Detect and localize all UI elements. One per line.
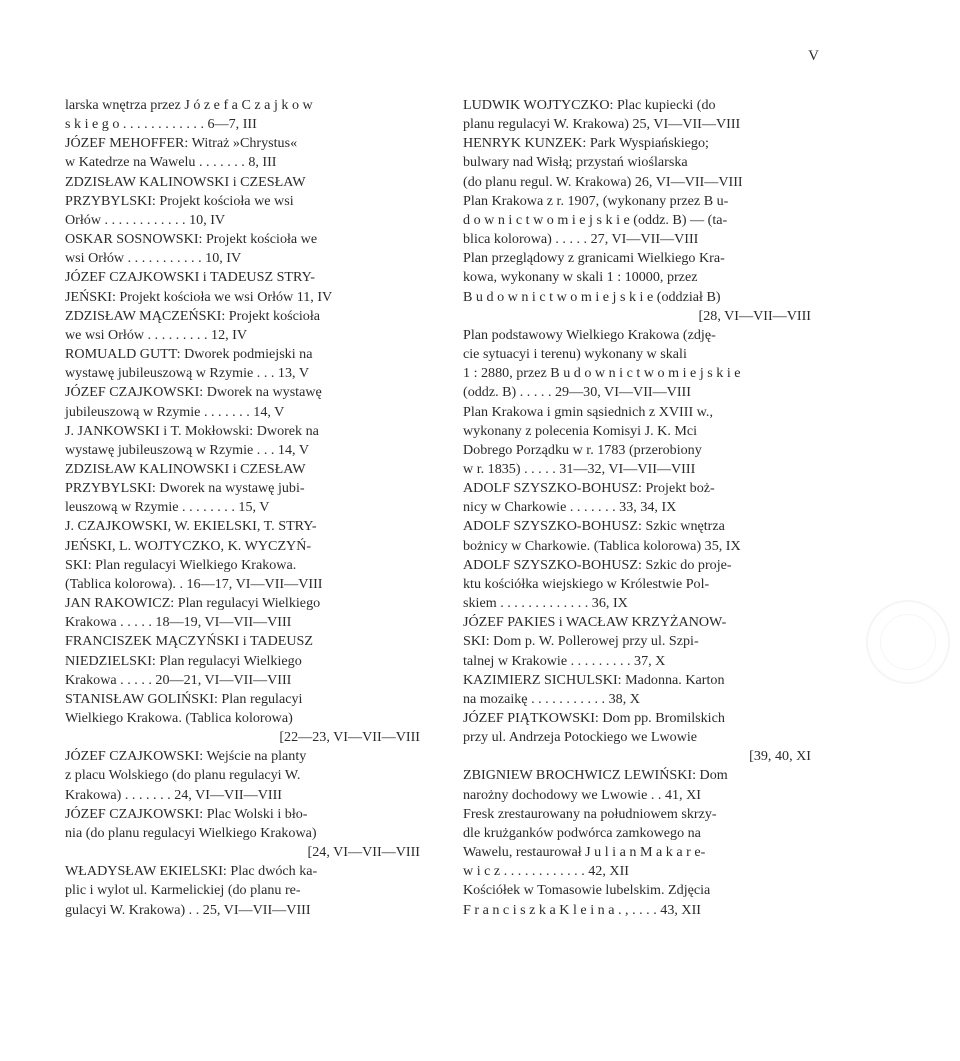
entry-line: Krakowa . . . . . 18—19, VI—VII—VIII (65, 614, 292, 631)
entry-line: FRANCISZEK MĄCZYŃSKI i TADEUSZ (65, 633, 314, 650)
entry-line: JÓZEF CZAJKOWSKI: Plac Wolski i bło- (65, 805, 308, 822)
entry-line: Kościółek w Tomasowie lubelskim. Zdjęcia (463, 882, 711, 899)
index-entry (65, 230, 420, 268)
right-column (463, 96, 811, 920)
entry-line: wystawę jubileuszową w Rzymie . . . 13, V (65, 365, 309, 382)
entry-line: Plan Krakowa z r. 1907, (wykonany przez B u- (463, 192, 729, 209)
entry-line: LUDWIK WOJTYCZKO: Plac kupiecki (do (463, 97, 716, 113)
entry-line: nicy w Charkowie . . . . . . . 33, 34, IX (463, 499, 677, 516)
entry-line: ZDZISŁAW MĄCZEŃSKI: Projekt kościoła (65, 307, 321, 324)
entry-line: Wielkiego Krakowa. (Tablica kolorowa) (65, 710, 293, 726)
entry-line: jubileuszową w Rzymie . . . . . . . 14, V (65, 403, 285, 420)
index-entry (463, 805, 811, 882)
entry-line: Krakowa . . . . . 20—21, VI—VII—VIII (65, 671, 292, 688)
entry-line: [39, 40, XI (749, 748, 811, 765)
index-entry (65, 345, 420, 383)
entry-line: w r. 1835) . . . . . 31—32, VI—VII—VIII (463, 460, 696, 477)
entry-line: nia (do planu regulacyi Wielkiego Krakowa) (65, 824, 317, 841)
index-entry (65, 690, 420, 747)
index-entry (463, 96, 811, 134)
entry-line: w i c z . . . . . . . . . . . . 42, XII (463, 863, 629, 880)
entry-line: talnej w Krakowie . . . . . . . . . 37, X (463, 652, 666, 669)
index-entry (65, 805, 420, 862)
index-entry (463, 881, 811, 919)
index-entry (65, 460, 420, 517)
index-entry (463, 249, 811, 326)
entry-line: wsi Orłów . . . . . . . . . . . 10, IV (65, 250, 242, 267)
entry-line: HENRYK KUNZEK: Park Wyspiańskiego; (463, 135, 709, 152)
entry-line: na mozaikę . . . . . . . . . . . 38, X (463, 690, 640, 707)
entry-line: cie sytuacyi i terenu) wykonany w skali (463, 346, 687, 363)
entry-line: s k i e g o . . . . . . . . . . . . 6—7, III (65, 116, 257, 133)
entry-line: SKI: Dom p. W. Pollerowej przy ul. Szpi- (463, 633, 699, 650)
entry-line: [24, VI—VII—VIII (307, 844, 420, 861)
index-entry (65, 307, 420, 345)
entry-line: planu regulacyi W. Krakowa) 25, VI—VII—VIII (463, 116, 741, 133)
index-entry (463, 671, 811, 709)
entry-line: plic i wylot ul. Karmelickiej (do planu re- (65, 882, 301, 899)
entry-line: JEŃSKI: Projekt kościoła we wsi Orłów 11, IV (65, 288, 333, 305)
entry-line: (Tablica kolorowa). . 16—17, VI—VII—VIII (65, 575, 323, 592)
entry-line: d o w n i c t w o m i e j s k i e (oddz. B) — (ta- (463, 211, 728, 228)
index-entry (65, 96, 420, 134)
entry-line: larska wnętrza przez J ó z e f a C z a j k o w (65, 97, 313, 113)
entry-line: JÓZEF PAKIES i WACŁAW KRZYŻANOW- (463, 614, 727, 631)
index-entry (463, 556, 811, 613)
entry-line: SKI: Plan regulacyi Wielkiego Krakowa. (65, 556, 297, 573)
entry-line: z placu Wolskiego (do planu regulacyi W. (65, 767, 301, 784)
entry-line: STANISŁAW GOLIŃSKI: Plan regulacyi (65, 690, 303, 707)
index-entry (65, 422, 420, 460)
entry-line: skiem . . . . . . . . . . . . . 36, IX (463, 595, 628, 612)
index-entry (65, 173, 420, 230)
entry-line: bulwary nad Wisłą; przystań wioślarska (463, 154, 688, 171)
entry-line: ZBIGNIEW BROCHWICZ LEWIŃSKI: Dom (463, 767, 728, 784)
entry-line: KAZIMIERZ SICHULSKI: Madonna. Karton (463, 671, 725, 688)
index-entry (463, 192, 811, 249)
entry-line: Wawelu, restaurował J u l i a n M a k a r e- (463, 844, 706, 861)
entry-line: Plan przeglądowy z granicami Wielkiego Kra- (463, 250, 725, 267)
entry-line: ZDZISŁAW KALINOWSKI i CZESŁAW (65, 460, 306, 477)
entry-line: gulacyi W. Krakowa) . . 25, VI—VII—VIII (65, 901, 311, 918)
entry-line: ADOLF SZYSZKO-BOHUSZ: Szkic wnętrza (463, 518, 725, 535)
entry-line: JAN RAKOWICZ: Plan regulacyi Wielkiego (65, 595, 321, 612)
entry-line: JÓZEF MEHOFFER: Witraż »Chrystus« (65, 135, 298, 152)
entry-line: 1 : 2880, przez B u d o w n i c t w o m i e j s k i e (463, 365, 741, 382)
index-entry (463, 517, 811, 555)
entry-line: Plan podstawowy Wielkiego Krakowa (zdję- (463, 326, 716, 343)
index-entry (463, 326, 811, 403)
entry-line: ADOLF SZYSZKO-BOHUSZ: Projekt boż- (463, 480, 715, 497)
entry-line: wystawę jubileuszową w Rzymie . . . 14, V (65, 441, 309, 458)
entry-line: przy ul. Andrzeja Potockiego we Lwowie (463, 729, 698, 746)
entry-line: ROMUALD GUTT: Dworek podmiejski na (65, 346, 313, 363)
index-entry (463, 766, 811, 804)
entry-line: JÓZEF CZAJKOWSKI: Wejście na planty (65, 748, 307, 765)
entry-line: kowa, wykonany w skali 1 : 10000, przez (463, 269, 698, 286)
entry-line: ZDZISŁAW KALINOWSKI i CZESŁAW (65, 173, 306, 190)
entry-line: Krakowa) . . . . . . . 24, VI—VII—VIII (65, 786, 282, 803)
entry-line: Dobrego Porządku w r. 1783 (przerobiony (463, 441, 702, 458)
entry-line: J. CZAJKOWSKI, W. EKIELSKI, T. STRY- (65, 518, 317, 535)
entry-line: PRZYBYLSKI: Projekt kościoła we wsi (65, 192, 294, 209)
entry-line: (do planu regul. W. Krakowa) 26, VI—VII—VIII (463, 173, 743, 190)
entry-line: JEŃSKI, L. WOJTYCZKO, K. WYCZYŃ- (65, 537, 312, 554)
entry-line: wykonany z polecenia Komisyi J. K. Mci (463, 422, 698, 439)
entry-line: narożny dochodowy we Lwowie . . 41, XI (463, 786, 701, 803)
entry-line: OSKAR SOSNOWSKI: Projekt kościoła we (65, 231, 318, 248)
entry-line: ADOLF SZYSZKO-BOHUSZ: Szkic do proje- (463, 556, 732, 573)
entry-line: WŁADYSŁAW EKIELSKI: Plac dwóch ka- (65, 863, 318, 880)
entry-line: w Katedrze na Wawelu . . . . . . . 8, III (65, 154, 277, 171)
index-entry (65, 383, 420, 421)
index-entry (65, 632, 420, 689)
index-entry (65, 517, 420, 594)
page-number: V (808, 48, 820, 64)
index-entry (463, 134, 811, 191)
entry-line: NIEDZIELSKI: Plan regulacyi Wielkiego (65, 652, 302, 669)
index-entry (463, 479, 811, 517)
index-entry (65, 268, 420, 306)
entry-line: F r a n c i s z k a K l e i n a . , . . . . 43, XII (463, 901, 701, 918)
entry-line: ktu kościółka wiejskiego w Królestwie Pol- (463, 575, 710, 592)
entry-line: JÓZEF CZAJKOWSKI: Dworek na wystawę (65, 384, 322, 401)
entry-line: B u d o w n i c t w o m i e j s k i e (oddział B) (463, 288, 721, 305)
left-column (65, 96, 420, 920)
entry-line: Fresk zrestaurowany na południowem skrzy- (463, 805, 717, 822)
entry-line: PRZYBYLSKI: Dworek na wystawę jubi- (65, 480, 305, 497)
entry-line: JÓZEF CZAJKOWSKI i TADEUSZ STRY- (65, 269, 315, 286)
index-entry (65, 594, 420, 632)
index-entry (65, 747, 420, 804)
index-entry (463, 613, 811, 670)
index-entry (463, 709, 811, 766)
entry-line: dle krużganków podwórca zamkowego na (463, 824, 701, 841)
entry-line: Orłów . . . . . . . . . . . . 10, IV (65, 211, 226, 228)
entry-line: [22—23, VI—VII—VIII (279, 729, 420, 746)
library-stamp-watermark (866, 600, 950, 684)
entry-line: we wsi Orłów . . . . . . . . . 12, IV (65, 326, 248, 343)
index-entry (463, 403, 811, 480)
entry-line: [28, VI—VII—VIII (698, 307, 811, 324)
entry-line: bożnicy w Charkowie. (Tablica kolorowa) 35, IX (463, 537, 741, 554)
index-entry (65, 134, 420, 172)
entry-line: Plan Krakowa i gmin sąsiednich z XVIII w., (463, 403, 713, 420)
entry-line: (oddz. B) . . . . . 29—30, VI—VII—VIII (463, 384, 691, 401)
entry-line: leuszową w Rzymie . . . . . . . . 15, V (65, 499, 270, 516)
entry-line: JÓZEF PIĄTKOWSKI: Dom pp. Bromilskich (463, 710, 725, 726)
entry-line: blica kolorowa) . . . . . 27, VI—VII—VIII (463, 231, 699, 248)
index-entry (65, 862, 420, 919)
entry-line: J. JANKOWSKI i T. Mokłowski: Dworek na (65, 422, 319, 439)
